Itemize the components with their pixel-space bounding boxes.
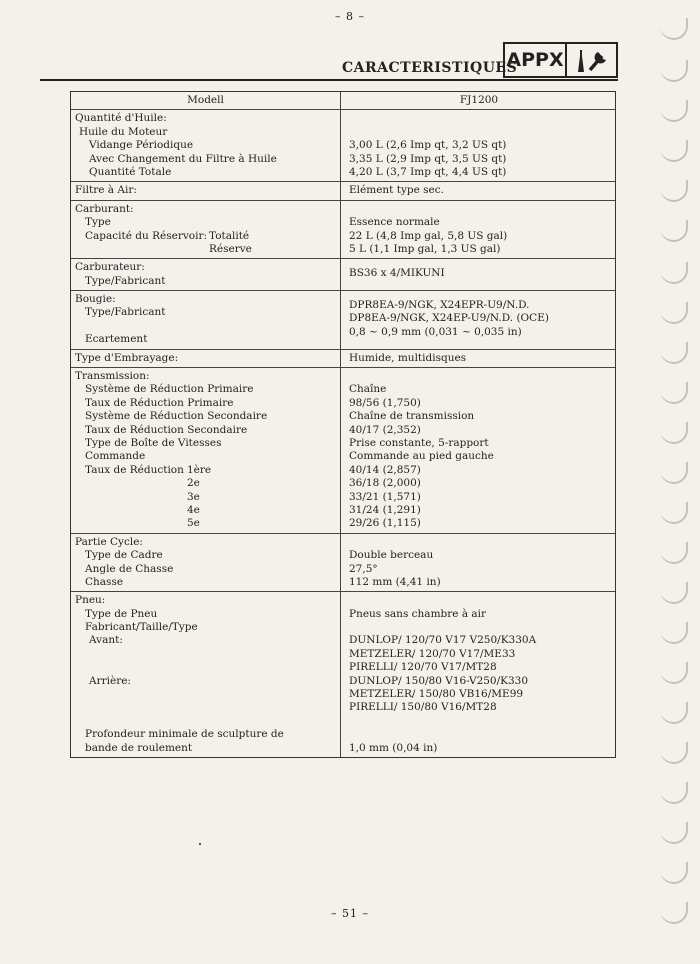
spark-plug-type-value-2: DP8EA-9/NGK, X24EP-U9/N.D. (OCE) [349, 312, 549, 325]
binder-ring [660, 180, 688, 202]
spark-plug-gap-label: Ecartement [85, 333, 148, 346]
oil-total-label: Quantité Totale [89, 165, 172, 178]
fuel-type-label: Type [85, 216, 111, 229]
binder-ring [660, 262, 688, 284]
fuel-total-label: Totalité [209, 229, 250, 242]
binder-ring [660, 60, 688, 82]
header-rule [40, 79, 618, 81]
carburetor-type-label: Type/Fabricant [85, 274, 166, 287]
binder-ring [660, 140, 688, 162]
frame-label: Type de Cadre [85, 549, 163, 562]
frame-value: Double berceau [349, 549, 434, 562]
model-value: FJ1200 [459, 94, 499, 106]
fuel-reserve-label: Réserve [209, 242, 252, 255]
binder-ring [660, 502, 688, 524]
primary-system-label: Système de Réduction Primaire [85, 383, 254, 396]
tire-row [71, 592, 615, 757]
tire-type-label: Type de Pneu [85, 607, 158, 620]
caster-label: Angle de Chasse [85, 562, 174, 575]
gear-5-label: 5e [187, 517, 200, 530]
carburetor-value: BS36 x 4/MIKUNI [349, 267, 445, 280]
spark-plug-type-label: Type/Fabricant [85, 306, 166, 319]
binder-ring [660, 742, 688, 764]
appx-badge: APPX [503, 42, 567, 78]
oil-periodic-value: 3,00 L (2,6 Imp qt, 3,2 US qt) [349, 139, 507, 152]
gear-2-label: 2e [187, 477, 200, 490]
gearbox-value: Prise constante, 5-rapport [349, 437, 489, 449]
paper-mark [199, 843, 201, 845]
carburetor-title: Carburateur: [75, 261, 145, 274]
fuel-total-value: 22 L (4,8 Imp gal, 5,8 US gal) [349, 229, 508, 242]
binder-ring [660, 822, 688, 844]
bottom-page-number: – 51 – [331, 907, 369, 920]
binder-ring [660, 382, 688, 404]
primary-ratio-value: 98/56 (1,750) [349, 396, 421, 409]
gear-4-label: 4e [187, 503, 200, 516]
tire-rear-value-1: DUNLOP/ 150/80 V16-V250/K330 [349, 674, 529, 687]
secondary-system-label: Système de Réduction Secondaire [85, 410, 268, 423]
spark-plug-title: Bougie: [75, 293, 116, 306]
tools-icon [566, 42, 618, 78]
binder-ring [660, 622, 688, 644]
trail-value: 112 mm (4,41 in) [349, 575, 441, 588]
model-header: Modell [71, 92, 341, 109]
air-filter-row [71, 182, 615, 200]
gear-1-label: 1ère [187, 463, 212, 476]
tire-front-value-3: PIRELLI/ 120/70 V17/MT28 [349, 661, 497, 674]
clutch-value: Humide, multidisques [349, 351, 467, 364]
tire-rear-value-2: METZELER/ 150/80 VB16/ME99 [349, 688, 524, 701]
oil-periodic-label: Vidange Périodique [89, 139, 194, 152]
top-page-number: – 8 – [335, 10, 365, 23]
transmission-title: Transmission: [75, 370, 150, 383]
binder-ring [660, 220, 688, 242]
gearbox-label: Type de Boîte de Vitesses [85, 437, 222, 449]
primary-ratio-label: Taux de Réduction Primaire [85, 396, 234, 409]
binder-ring [660, 542, 688, 564]
tire-rear-label: Arrière: [89, 674, 131, 687]
oil-filter-label: Avec Changement du Filtre à Huile [89, 152, 277, 165]
oil-filter-value: 3,35 L (2,9 Imp qt, 3,5 US qt) [349, 152, 507, 165]
clutch-row [71, 350, 615, 368]
engine-oil-label: Huile du Moteur [79, 125, 168, 138]
secondary-ratio-value: 40/17 (2,352) [349, 423, 421, 436]
tread-depth-label-2: bande de roulement [85, 741, 193, 754]
tire-front-value-1: DUNLOP/ 120/70 V17 V250/K330A [349, 634, 537, 647]
control-label: Commande [85, 450, 146, 463]
primary-system-value: Chaîne [349, 383, 387, 396]
spark-plug-type-value-1: DPR8EA-9/NGK, X24EPR-U9/N.D. [349, 299, 530, 312]
page-title: CARACTERISTIQUES [342, 60, 518, 76]
trail-label: Chasse [85, 575, 124, 588]
tire-type-value: Pneus sans chambre à air [349, 607, 487, 620]
binder-ring [660, 342, 688, 364]
oil-row [71, 110, 615, 182]
chassis-title: Partie Cycle: [75, 535, 143, 548]
tire-maker-label: Fabricant/Taille/Type [85, 621, 198, 634]
tire-front-label: Avant: [89, 634, 123, 647]
gear-4-value: 31/24 (1,291) [349, 503, 421, 516]
binder-ring [660, 100, 688, 122]
secondary-ratio-label: Taux de Réduction Secondaire [85, 423, 248, 436]
spec-table [70, 91, 616, 758]
oil-total-value: 4,20 L (3,7 Imp qt, 4,4 US qt) [349, 165, 507, 178]
gear-1-value: 40/14 (2,857) [349, 463, 421, 476]
fuel-capacity-label: Capacité du Réservoir: [85, 229, 208, 242]
caster-value: 27,5° [349, 562, 378, 575]
chassis-row [71, 534, 615, 593]
tread-depth-label-1: Profondeur minimale de sculpture de [85, 728, 284, 741]
table-header-row [71, 92, 615, 110]
binder-ring [660, 462, 688, 484]
control-value: Commande au pied gauche [349, 450, 494, 463]
binder-ring [660, 862, 688, 884]
tire-title: Pneu: [75, 594, 106, 607]
binder-ring [660, 422, 688, 444]
tread-depth-value: 1,0 mm (0,04 in) [349, 741, 438, 754]
gear-5-value: 29/26 (1,115) [349, 517, 421, 530]
tire-front-value-2: METZELER/ 120/70 V17/ME33 [349, 647, 516, 660]
fuel-title: Carburant: [75, 202, 134, 215]
binder-ring [660, 582, 688, 604]
fuel-type-value: Essence normale [349, 216, 440, 229]
gear-3-label: 3e [187, 490, 200, 503]
binder-ring [660, 702, 688, 724]
tire-rear-value-3: PIRELLI/ 150/80 V16/MT28 [349, 701, 497, 714]
fuel-reserve-value: 5 L (1,1 Imp gal, 1,3 US gal) [349, 242, 501, 255]
transmission-row [71, 368, 615, 534]
spark-plug-gap-value: 0,8 ~ 0,9 mm (0,031 ~ 0,035 in) [349, 325, 522, 338]
air-filter-label: Filtre à Air: [75, 184, 137, 197]
gear-3-value: 33/21 (1,571) [349, 490, 421, 503]
spark-plug-row [71, 291, 615, 350]
air-filter-value: Elément type sec. [349, 184, 444, 197]
oil-title: Quantité d'Huile: [75, 112, 167, 125]
fuel-row [71, 201, 615, 260]
binder-ring [660, 662, 688, 684]
binder-ring [660, 782, 688, 804]
carburetor-row [71, 259, 615, 291]
gear-2-value: 36/18 (2,000) [349, 477, 421, 490]
binder-ring [660, 302, 688, 324]
reduction-ratio-label: Taux de Réduction [85, 463, 184, 476]
binder-ring [660, 18, 688, 40]
clutch-label: Type d'Embrayage: [75, 351, 179, 364]
secondary-system-value: Chaîne de transmission [349, 410, 475, 423]
